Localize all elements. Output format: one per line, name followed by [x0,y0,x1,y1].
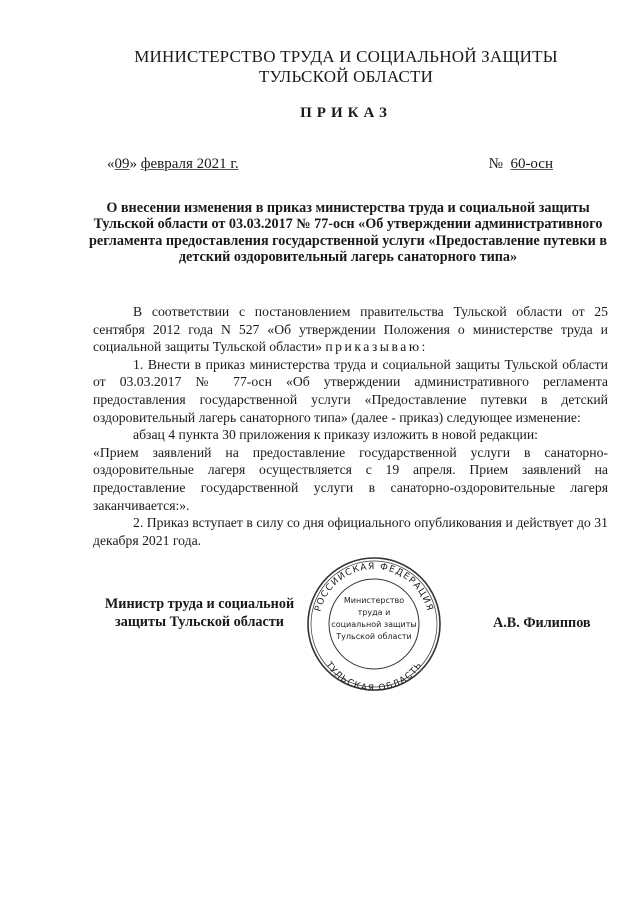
preamble-paragraph [93,303,608,356]
date-close-quote: » [129,156,137,172]
ministry-name-line2: ТУЛЬСКОЙ ОБЛАСТИ [258,67,434,86]
seal-center-line1: Министерство [343,596,405,605]
order-number [489,156,553,173]
signer-position [92,595,307,631]
item-1-quote: «Прием заявлений на предоставление государственной услуги в санаторно-оздоровительные лагеря осуществляется с 19 апреля. Прием заявлений на предоставление государственной услуги в санаторно-оздоровительные лагеря заканчивается:». [93,444,608,513]
signer-position-line1: Министр труда и социальной [104,596,295,612]
date-open-quote: « [107,156,115,172]
seal-center-line2: труда и [357,608,391,617]
number-label: № [488,156,503,172]
signer-name: А.В. Филиппов [493,615,591,631]
date-month-year: февраля 2021 г. [140,156,239,172]
seal-ring-top-path: РОССИЙСКАЯ ФЕДЕРАЦИЯ [313,561,435,613]
official-seal [300,552,448,692]
seal-center-line3: социальной защиты [331,620,417,629]
document-type: ПРИКАЗ [300,105,392,121]
seal-ring-bottom-text [323,659,425,692]
order-date [107,156,239,173]
preamble-verb: приказываю: [325,339,428,355]
preamble-text: В соответствии с постановлением правительства Тульской области от 25 сентября 2012 года N 527 «Об утверждении Положения о министерстве труда и социальной защиты Тульской области» [93,304,608,355]
date-day: 09 [114,156,130,172]
seal-ring-bottom-path: ТУЛЬСКАЯ ОБЛАСТЬ [323,660,425,692]
item-1-sub-paragraph: абзац 4 пункта 30 приложения к приказу изложить в новой редакции: [133,427,538,443]
ministry-header [120,47,572,87]
item-1-paragraph: 1. Внести в приказ министерства труда и социальной защиты Тульской области от 03.03.2017 № 77-осн «Об утверждении административного регламента предоставления государственной услуги «Предоставление путевки в детский оздоровительный лагерь санаторного типа» (далее - приказ) следующее изменение: [93,356,608,425]
item-2-paragraph: 2. Приказ вступает в силу со дня официального опубликования и действует до 31 декабря 2021 года. [93,515,608,548]
signer-position-line2: защиты Тульской области [115,614,284,630]
seal-ring-top-text [313,562,434,613]
ministry-name-line1: МИНИСТЕРСТВО ТРУДА И СОЦИАЛЬНОЙ ЗАЩИТЫ [134,47,558,66]
seal-center-line4: Тульской области [336,632,412,641]
order-body [93,303,608,549]
number-value: 60-осн [510,156,553,172]
order-subject: О внесении изменения в приказ министерства труда и социальной защиты Тульской области от 03.03.2017 № 77-осн «Об утверждении административного регламента предоставления государственной услуги «Предоставление путевки в детский оздоровительный лагерь санаторного типа» [89,200,607,266]
